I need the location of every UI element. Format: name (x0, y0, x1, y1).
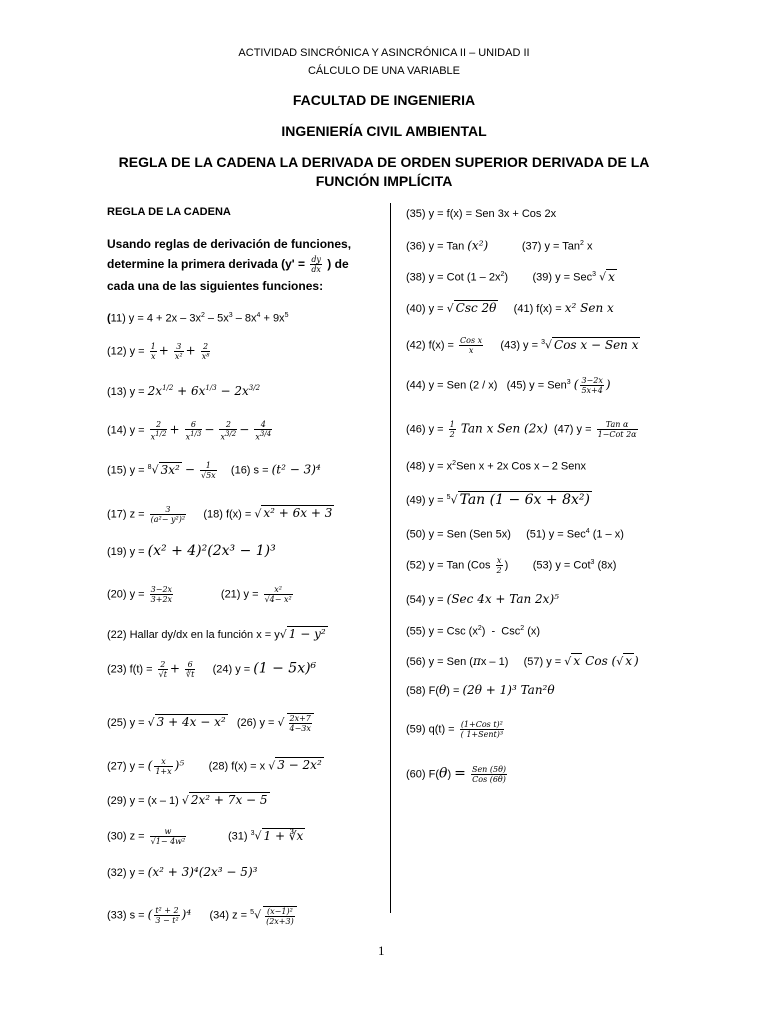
instructions-line-2: determine la primera derivada (y' = $\frac{dy}{dx}$ ) de (107, 255, 349, 275)
header-line-1: ACTIVIDAD SINCRÓNICA Y ASINCRÓNICA II – UNIDAD II (238, 47, 530, 59)
exercise-17-18: (17) z = $\frac{3}{\text{(a²− y²)²}}$ (18) f(x) = √ x² + 6x + 3 (107, 505, 333, 524)
exercise-19: (19) y = (x² + 4)²(2x³ − 1)³ (107, 543, 276, 559)
exercise-14: (14) y = $\frac{2}{x^{1/2}}$ + $\frac{6}{x^{1/3}}$ − $\frac{2}{x^{3/2}}$ − $\frac{4}{x^{3/4}}$ (107, 420, 272, 442)
exercise-30-31: (30) z = $\frac{w}{\text{√1− 4w²}}$ (31) $^3$√ 1 + ∛x (107, 827, 304, 847)
topic-title-line-1: REGLA DE LA CADENA LA DERIVADA DE ORDEN SUPERIOR DERIVADA DE LA (118, 154, 650, 170)
exercise-42-43: (42) f(x) = $\frac{\text{Cos x}}{x}$ (43) y = $^3$√ Cos x − Sen x (406, 336, 639, 356)
exercise-59: (59) q(t) = $\frac{\text{(1+Cos t)²}}{\text{( 1+Sent)³}}$ (406, 720, 504, 739)
exercise-20-21: (20) y = $\frac{3-2x}{3+2x}$ (21) y = $\frac{\text{x²}}{\text{√4− x²}}$ (107, 585, 292, 604)
exercise-48: (48) $y = x^2Sen$ x + 2x Cos x – 2 Senx (406, 460, 586, 473)
exercise-55: (55) y = Csc $(x^2) - Csc^2$ (x) (406, 625, 541, 638)
exercise-13: (13) $y = 2x^{1/2} + 6x^{1/3} - 2x^{3/2}$ (107, 384, 261, 398)
header-line-2: CÁLCULO DE UNA VARIABLE (307, 65, 460, 77)
topic-title-line-2: FUNCIÓN IMPLÍCITA (315, 173, 453, 189)
exercise-49: (49) y = $^5$√ Tan (1 − 6x + 8x²) (406, 491, 590, 508)
section-title: REGLA DE LA CADENA (107, 206, 231, 218)
career-title: INGENIERÍA CIVIL AMBIENTAL (281, 123, 487, 139)
exercise-56-57: (56) y = Sen (πx – 1) (57) y = √ x Cos (√ x ) (406, 654, 639, 668)
column-divider (390, 203, 391, 913)
exercise-11: (11) $y = 4 + 2x - 3x^2 - 5x^3 - 8x^4 + 9x^5$ (107, 312, 289, 325)
exercise-40-41: (40) y = √ Csc 2θ (41) f(x) = x² Sen x (406, 301, 614, 315)
instructions-line-1: Usando reglas de derivación de funciones, (107, 237, 352, 251)
exercise-23-24: (23) f(t) = $\frac{2}{√t}$ + $\frac{6}{∛t}$ (24) y = (1 − 5x)⁶ (107, 660, 317, 679)
instructions-line-3: cada una de las siguientes funciones: (107, 279, 324, 293)
exercise-15-16: (15) y = $^8$√ 3x² − $\frac{1}{√5x}$ (16) s = (t² − 3)⁴ (107, 461, 321, 481)
exercise-38-39: (38) y = Cot $(1 - 2x^2)$ (39) y = Sec$^3$ √ x (406, 269, 615, 284)
exercise-22: (22) Hallar dy/dx en la función x = y√ 1 − y² (107, 627, 326, 641)
exercise-52-53: (52) y = Tan (Cos $\frac{x}{2}$ ) (53) y = Cot$^3$ (8x) (406, 556, 617, 576)
exercise-44-45: (44) y = Sen (2 / x) (45) y = Sen$^3$ ( $\frac{3-2x}{5x+4}$ ) (406, 376, 611, 396)
exercise-33-34: (33) s = ( $\frac{\text{t² + 2}}{\text{3 − t²}}$ )⁴ (34) z = $^5$√ $\frac{\text{(x−1)²}}{(2x+3)}$ (107, 905, 299, 926)
faculty-title: FACULTAD DE INGENIERIA (292, 92, 476, 108)
exercise-27-28: (27) y = ( $\frac{x}{1+x}$ )⁵ (28) f(x) = x √ 3 − 2x² (107, 757, 322, 776)
exercise-12: (12) y = $\frac{1}{x}$ + $\frac{3}{\text{x²}}$ + $\frac{2}{\text{x⁸}}$ (107, 342, 210, 361)
exercise-35: (35) y = f(x) = Sen 3x + Cos 2x (406, 208, 557, 220)
exercise-50-51: (50) y = Sen (Sen 5x) (51) y = Sec$^4$ (1 – x) (406, 528, 624, 541)
exercise-25-26: (25) y = √ 3 + 4x − x² (26) y = √ $\frac{2x+7}{4-3x}$ (107, 713, 316, 733)
page-number: 1 (378, 943, 385, 958)
exercise-29: (29) y = (x – 1) √ 2x² + 7x − 5 (107, 793, 268, 807)
exercise-60: (60) F(θ) = $\frac{\text{Sen (5θ)}}{\text{Cos (6θ)}}$ (406, 765, 507, 784)
exercise-46-47: (46) y = $\frac{1}{2}$ Tan x Sen (2x) (47) y = $\frac{\text{Tan α}}{\text{1−Cot 2α}}$ (406, 420, 637, 439)
exercise-54: (54) y = (Sec 4x + Tan 2x)⁵ (406, 592, 559, 606)
exercise-58: (58) F(θ) = (2θ + 1)³ Tan²θ (406, 683, 555, 697)
exercise-32: (32) y = (x² + 3)⁴(2x³ − 5)³ (107, 865, 258, 879)
exercise-36-37: (36) y = Tan (x²) (37) y = Tan$^2$ x (406, 238, 593, 253)
